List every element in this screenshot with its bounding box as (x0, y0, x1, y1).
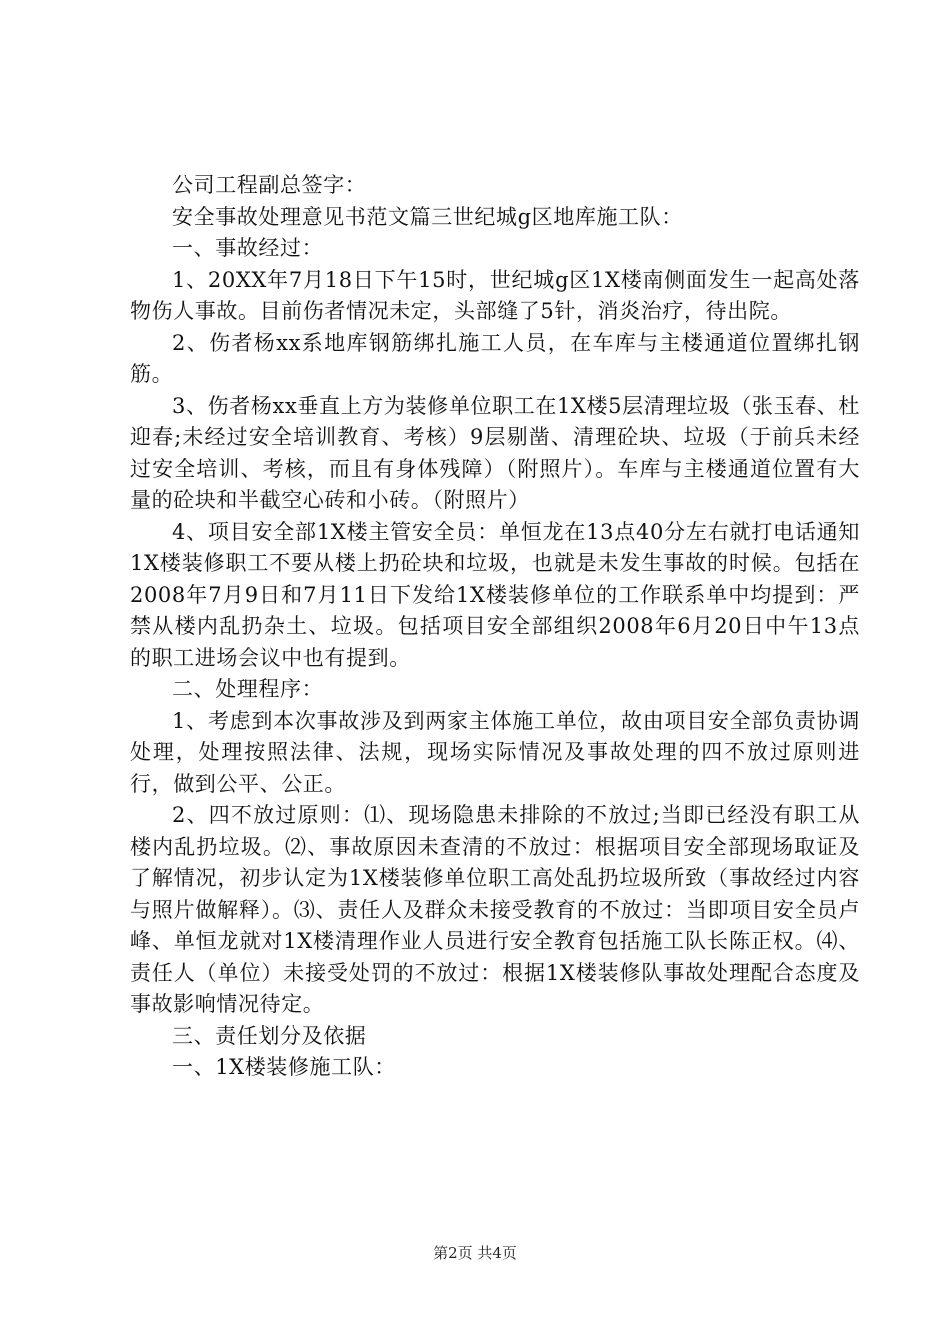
paragraph-procedure-1: 1、考虑到本次事故涉及到两家主体施工单位，故由项目安全部负责协调处理，处理按照法律、法规，现场实际情况及事故处理的四不放过原则进行，做到公平、公正。 (130, 708, 860, 796)
heading-accident-process: 一、事故经过： (172, 236, 324, 260)
paragraph-signature-line: 公司工程副总签字： (172, 173, 367, 197)
heading-responsibility: 三、责任划分及依据 (172, 1023, 367, 1048)
document-body (130, 170, 860, 1084)
paragraph-accident-2: 2、伤者杨xx系地库钢筋绑扎施工人员，在车库与主楼通道位置绑扎钢筋。 (130, 330, 860, 386)
paragraph-responsibility-1: 一、1X楼装修施工队： (172, 1055, 396, 1079)
paragraph-accident-3: 3、伤者杨xx垂直上方为装修单位职工在1X楼5层清理垃圾（张玉春、杜迎春;未经过安全培训教育、考核）9层剔凿、清理砼块、垃圾（于前兵未经过安全培训、考核，而且有身体残障）（附照片）。车库与主楼通道位置有大量的砼块和半截空心砖和小砖。（附照片） (130, 393, 860, 512)
paragraph-title: 安全事故处理意见书范文篇三世纪城g区地库施工队： (172, 204, 683, 229)
paragraph-accident-1: 1、20XX年7月18日下午15时，世纪城g区1X楼南侧面发生一起高处落物伤人事故。目前伤者情况未定，头部缝了5针，消炎治疗，待出院。 (130, 267, 860, 323)
heading-handling-procedure: 二、处理程序： (172, 677, 324, 701)
paragraph-accident-4: 4、项目安全部1X楼主管安全员：单恒龙在13点40分左右就打电话通知1X楼装修职工不要从楼上扔砼块和垃圾，也就是未发生事故的时候。包括在2008年7月9日和7月11日下发给1X楼装修单位的工作联系单中均提到：严禁从楼内乱扔杂土、垃圾。包括项目安全部组织2008年6月20日中午13点的职工进场会议中也有提到。 (130, 519, 860, 670)
page-footer: 第2页 共4页 (433, 1244, 517, 1262)
paragraph-procedure-2: 2、四不放过原则：⑴、现场隐患未排除的不放过;当即已经没有职工从楼内乱扔垃圾。⑵、事故原因未查清的不放过：根据项目安全部现场取证及了解情况，初步认定为1X楼装修单位职工高处乱扔垃圾所致（事故经过内容与照片做解释）。⑶、责任人及群众未接受教育的不放过：当即项目安全员卢峰、单恒龙就对1X楼清理作业人员进行安全教育包括施工队长陈正权。⑷、责任人（单位）未接受处罚的不放过：根据1X楼装修队事故处理配合态度及事故影响情况待定。 (130, 803, 860, 1016)
